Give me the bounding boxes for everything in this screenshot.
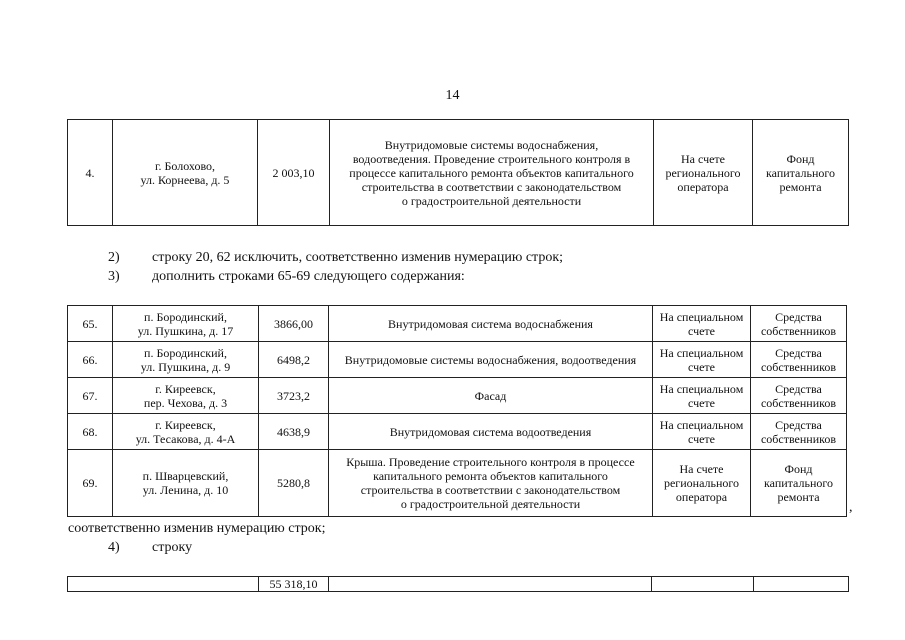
fund-line: Фонд [786,151,815,166]
paragraph-text: строку [152,540,193,555]
work-cell [329,306,653,342]
paragraph-text: строку 20, 62 исключить, соответственно изменив нумерацию строк; [152,250,564,265]
fund-line: Средства [775,417,822,432]
paragraph-number: 3) [108,269,120,284]
fund-cell [751,342,847,378]
table-row [68,450,847,517]
account-line: счете [687,323,716,338]
work-line: процессе капитального ремонта объектов капитального [349,165,634,180]
table-row [68,342,847,378]
cost-cell: 3866,00 [259,306,329,342]
address-cell [113,306,259,342]
work-line: Внутридомовая система водоснабжения [388,316,593,331]
fund-line: Средства [775,309,822,324]
work-line: о градостроительной деятельности [400,497,581,511]
fund-line: Фонд [784,462,813,476]
work-line: о градостроительной деятельности [401,193,582,208]
work-line: Фасад [474,388,507,403]
fund-line: Средства [775,345,822,360]
table-row [68,378,847,414]
fund-line: собственников [760,395,837,410]
work-cell [329,378,653,414]
table-top [67,119,849,226]
address-line: пер. Чехова, д. 3 [143,395,228,410]
paragraph-3 [108,269,465,285]
address-line: г. Киреевск, [155,381,216,396]
account-line: На специальном [659,345,744,360]
fund-cell [753,120,849,226]
account-line: оператора [675,490,728,504]
address-line: п. Бородинский, [144,345,227,360]
account-line: На счете [679,462,724,476]
fund-line: Средства [775,381,822,396]
fund-cell [751,414,847,450]
account-cell [653,342,751,378]
row-num: 65. [68,306,113,342]
fund-cell [751,450,847,517]
empty-cell [329,577,652,592]
paragraph-4 [108,540,192,556]
address-cell [113,450,259,517]
account-line: оператора [677,179,729,194]
fund-line: собственников [760,323,837,338]
work-cell [329,342,653,378]
fund-line: собственников [760,359,837,374]
row-num: 68. [68,414,113,450]
empty-cell [68,577,259,592]
address-line: г. Болохово, [154,158,216,173]
fund-line: ремонта [779,179,822,194]
row-num: 4. [68,120,113,226]
work-cell [330,120,654,226]
total-cost-cell: 55 318,10 [259,577,329,592]
address-cell [113,342,259,378]
row-num: 66. [68,342,113,378]
address-line: ул. Пушкина, д. 17 [137,323,234,338]
page-number: 14 [445,88,460,103]
cost-cell: 5280,8 [259,450,329,517]
account-line: счете [687,431,716,446]
fund-cell [751,306,847,342]
work-cell [329,414,653,450]
cost-cell: 3723,2 [259,378,329,414]
empty-cell [754,577,849,592]
table-row [68,577,849,592]
address-line: п. Шварцевский, [142,469,229,483]
work-line: строительства в соответствии с законодательством [360,483,621,497]
work-line: строительства в соответствии с законодательством [361,179,622,194]
table-middle [67,305,847,517]
cost-cell: 4638,9 [259,414,329,450]
work-line: капитального ремонта объектов капитального [373,469,608,483]
cost-cell: 6498,2 [259,342,329,378]
address-line: ул. Корнеева, д. 5 [140,172,230,187]
account-line: На счете [680,151,725,166]
table-row [68,120,849,226]
account-line: На специальном [659,381,744,396]
trailing-comma: , [849,500,853,515]
work-line: Внутридомовые системы водоснабжения, [384,137,599,152]
renumber-note: соответственно изменив нумерацию строк; [68,521,326,536]
account-cell [654,120,753,226]
fund-cell [751,378,847,414]
address-cell [113,120,258,226]
row-num: 67. [68,378,113,414]
fund-line: собственников [760,431,837,446]
table-row [68,414,847,450]
address-line: ул. Ленина, д. 10 [142,483,229,497]
account-line: счете [687,395,716,410]
address-cell [113,414,259,450]
paragraph-2 [108,250,563,266]
address-line: г. Киреевск, [155,417,216,432]
paragraph-number: 2) [108,250,120,265]
address-line: ул. Тесакова, д. 4-А [135,431,236,446]
work-cell [329,450,653,517]
account-line: На специальном [659,309,744,324]
account-cell [653,306,751,342]
cost-cell: 2 003,10 [258,120,330,226]
work-line: Внутридомовые системы водоснабжения, водоотведения [344,352,637,367]
account-cell [653,414,751,450]
row-num: 69. [68,450,113,517]
paragraph-text: дополнить строками 65-69 следующего содержания: [152,269,465,284]
fund-line: ремонта [777,490,820,504]
work-line: Крыша. Проведение строительного контроля в процессе [346,455,635,469]
empty-cell [652,577,754,592]
table-row [68,306,847,342]
work-line: Внутридомовая система водоотведения [389,424,592,439]
fund-line: капитального [764,476,833,490]
account-line: На специальном [659,417,744,432]
address-cell [113,378,259,414]
account-line: счете [687,359,716,374]
address-line: ул. Пушкина, д. 9 [140,359,231,374]
work-line: водоотведения. Проведение строительного контроля в [352,151,631,166]
account-line: регионального [663,476,740,490]
paragraph-number: 4) [108,540,120,555]
table-bottom [67,576,849,592]
account-cell [653,450,751,517]
address-line: п. Бородинский, [144,309,227,324]
fund-line: капитального [766,165,835,180]
account-cell [653,378,751,414]
account-line: регионального [665,165,741,180]
